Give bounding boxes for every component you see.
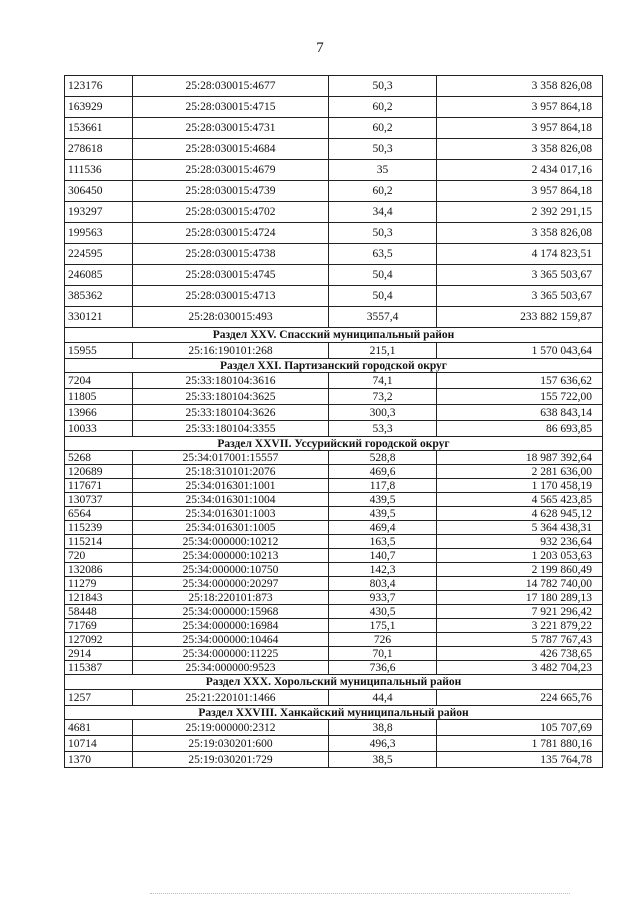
cadastral-value-cell: 3 358 826,08: [437, 139, 603, 160]
area-cell: 34,4: [329, 202, 437, 223]
table-row: [65, 591, 603, 605]
object-id-cell: 330121: [65, 307, 133, 328]
cadastral-value-cell: 135 764,78: [437, 752, 603, 768]
object-id-cell: 385362: [65, 286, 133, 307]
table-row: [65, 619, 603, 633]
object-id-cell: 121843: [65, 591, 133, 605]
cadastral-number-cell: 25:34:000000:10464: [133, 633, 329, 647]
area-cell: 38,8: [329, 720, 437, 736]
area-cell: 142,3: [329, 563, 437, 577]
table-row: [65, 479, 603, 493]
area-cell: 933,7: [329, 591, 437, 605]
area-cell: 38,5: [329, 752, 437, 768]
table-row: [65, 286, 603, 307]
cadastral-number-cell: 25:28:030015:4677: [133, 76, 329, 97]
section-header-row: [65, 437, 603, 451]
cadastral-number-cell: 25:28:030015:4679: [133, 160, 329, 181]
area-cell: 63,5: [329, 244, 437, 265]
cadastral-number-cell: 25:28:030015:4745: [133, 265, 329, 286]
object-id-cell: 193297: [65, 202, 133, 223]
object-id-cell: 7204: [65, 373, 133, 389]
cadastral-value-cell: 3 221 879,22: [437, 619, 603, 633]
table-row: [65, 389, 603, 405]
cadastral-number-cell: 25:28:030015:4731: [133, 118, 329, 139]
area-cell: 803,4: [329, 577, 437, 591]
object-id-cell: 720: [65, 549, 133, 563]
area-cell: 73,2: [329, 389, 437, 405]
object-id-cell: 132086: [65, 563, 133, 577]
cadastral-value-cell: 3 358 826,08: [437, 76, 603, 97]
cadastral-number-cell: 25:34:000000:10212: [133, 535, 329, 549]
section-title: Раздел XXI. Партизанский городской округ: [65, 359, 603, 373]
object-id-cell: 2914: [65, 647, 133, 661]
cadastral-number-cell: 25:28:030015:4702: [133, 202, 329, 223]
cadastral-number-cell: 25:34:016301:1001: [133, 479, 329, 493]
table-row: [65, 223, 603, 244]
object-id-cell: 11279: [65, 577, 133, 591]
cadastral-number-cell: 25:34:016301:1004: [133, 493, 329, 507]
area-cell: 35: [329, 160, 437, 181]
area-cell: 496,3: [329, 736, 437, 752]
cadastral-value-cell: 1 781 880,16: [437, 736, 603, 752]
cadastral-number-cell: 25:33:180104:3626: [133, 405, 329, 421]
cadastral-value-cell: 3 957 864,18: [437, 118, 603, 139]
property-table-body: [65, 76, 603, 768]
table-row: [65, 647, 603, 661]
cadastral-number-cell: 25:34:000000:10750: [133, 563, 329, 577]
cadastral-number-cell: 25:19:030201:600: [133, 736, 329, 752]
section-title: Раздел XXVII. Уссурийский городской округ: [65, 437, 603, 451]
table-row: [65, 493, 603, 507]
object-id-cell: 120689: [65, 465, 133, 479]
object-id-cell: 15955: [65, 343, 133, 359]
object-id-cell: 10033: [65, 421, 133, 437]
area-cell: 44,4: [329, 690, 437, 706]
cadastral-value-cell: 2 392 291,15: [437, 202, 603, 223]
table-row: [65, 563, 603, 577]
cadastral-value-cell: 3 365 503,67: [437, 265, 603, 286]
area-cell: 60,2: [329, 181, 437, 202]
cadastral-number-cell: 25:34:000000:11225: [133, 647, 329, 661]
area-cell: 469,4: [329, 521, 437, 535]
cadastral-value-cell: 7 921 296,42: [437, 605, 603, 619]
object-id-cell: 71769: [65, 619, 133, 633]
area-cell: 439,5: [329, 493, 437, 507]
cadastral-number-cell: 25:34:000000:9523: [133, 661, 329, 675]
cadastral-value-cell: 2 199 860,49: [437, 563, 603, 577]
area-cell: 736,6: [329, 661, 437, 675]
cadastral-value-cell: 157 636,62: [437, 373, 603, 389]
section-header-row: [65, 359, 603, 373]
object-id-cell: 115214: [65, 535, 133, 549]
area-cell: 60,2: [329, 118, 437, 139]
cadastral-number-cell: 25:33:180104:3616: [133, 373, 329, 389]
table-row: [65, 421, 603, 437]
cadastral-value-cell: 5 364 438,31: [437, 521, 603, 535]
table-row: [65, 720, 603, 736]
object-id-cell: 6564: [65, 507, 133, 521]
cadastral-number-cell: 25:34:000000:20297: [133, 577, 329, 591]
object-id-cell: 1370: [65, 752, 133, 768]
cadastral-value-cell: 3 358 826,08: [437, 223, 603, 244]
table-row: [65, 373, 603, 389]
cadastral-number-cell: 25:18:310101:2076: [133, 465, 329, 479]
area-cell: 74,1: [329, 373, 437, 389]
cadastral-value-cell: 86 693,85: [437, 421, 603, 437]
cadastral-number-cell: 25:34:000000:10213: [133, 549, 329, 563]
table-row: [65, 97, 603, 118]
section-title: Раздел XXVIII. Ханкайский муниципальный район: [65, 706, 603, 720]
object-id-cell: 4681: [65, 720, 133, 736]
table-row: [65, 202, 603, 223]
scan-artifact-line: [150, 893, 570, 895]
section-title: Раздел XXX. Хорольский муниципальный район: [65, 675, 603, 690]
table-row: [65, 451, 603, 465]
area-cell: 300,3: [329, 405, 437, 421]
area-cell: 70,1: [329, 647, 437, 661]
cadastral-number-cell: 25:34:016301:1003: [133, 507, 329, 521]
section-header-row: [65, 328, 603, 343]
object-id-cell: 224595: [65, 244, 133, 265]
cadastral-number-cell: 25:34:017001:15557: [133, 451, 329, 465]
cadastral-value-cell: 5 787 767,43: [437, 633, 603, 647]
cadastral-value-cell: 17 180 289,13: [437, 591, 603, 605]
property-table-container: [64, 75, 602, 768]
object-id-cell: 127092: [65, 633, 133, 647]
cadastral-number-cell: 25:34:000000:15968: [133, 605, 329, 619]
area-cell: 50,3: [329, 139, 437, 160]
area-cell: 50,3: [329, 76, 437, 97]
cadastral-value-cell: 4 565 423,85: [437, 493, 603, 507]
object-id-cell: 11805: [65, 389, 133, 405]
cadastral-value-cell: 4 174 823,51: [437, 244, 603, 265]
area-cell: 50,4: [329, 265, 437, 286]
cadastral-number-cell: 25:21:220101:1466: [133, 690, 329, 706]
cadastral-value-cell: 3 482 704,23: [437, 661, 603, 675]
table-row: [65, 265, 603, 286]
cadastral-number-cell: 25:28:030015:4724: [133, 223, 329, 244]
table-row: [65, 661, 603, 675]
table-row: [65, 307, 603, 328]
section-header-row: [65, 675, 603, 690]
table-row: [65, 76, 603, 97]
table-row: [65, 244, 603, 265]
cadastral-number-cell: 25:28:030015:4739: [133, 181, 329, 202]
table-row: [65, 343, 603, 359]
object-id-cell: 115239: [65, 521, 133, 535]
section-header-row: [65, 706, 603, 720]
area-cell: 469,6: [329, 465, 437, 479]
area-cell: 3557,4: [329, 307, 437, 328]
cadastral-value-cell: 1 203 053,63: [437, 549, 603, 563]
area-cell: 175,1: [329, 619, 437, 633]
area-cell: 439,5: [329, 507, 437, 521]
cadastral-number-cell: 25:28:030015:493: [133, 307, 329, 328]
table-row: [65, 139, 603, 160]
object-id-cell: 115387: [65, 661, 133, 675]
object-id-cell: 130737: [65, 493, 133, 507]
cadastral-number-cell: 25:33:180104:3625: [133, 389, 329, 405]
object-id-cell: 1257: [65, 690, 133, 706]
object-id-cell: 5268: [65, 451, 133, 465]
table-row: [65, 605, 603, 619]
table-row: [65, 633, 603, 647]
table-row: [65, 405, 603, 421]
cadastral-number-cell: 25:28:030015:4684: [133, 139, 329, 160]
cadastral-number-cell: 25:28:030015:4715: [133, 97, 329, 118]
cadastral-value-cell: 2 434 017,16: [437, 160, 603, 181]
object-id-cell: 123176: [65, 76, 133, 97]
cadastral-value-cell: 3 957 864,18: [437, 181, 603, 202]
object-id-cell: 13966: [65, 405, 133, 421]
object-id-cell: 58448: [65, 605, 133, 619]
table-row: [65, 736, 603, 752]
table-row: [65, 181, 603, 202]
cadastral-number-cell: 25:28:030015:4738: [133, 244, 329, 265]
area-cell: 430,5: [329, 605, 437, 619]
cadastral-value-cell: 932 236,64: [437, 535, 603, 549]
cadastral-value-cell: 1 570 043,64: [437, 343, 603, 359]
cadastral-value-cell: 155 722,00: [437, 389, 603, 405]
object-id-cell: 117671: [65, 479, 133, 493]
cadastral-value-cell: 638 843,14: [437, 405, 603, 421]
cadastral-number-cell: 25:18:220101:873: [133, 591, 329, 605]
area-cell: 140,7: [329, 549, 437, 563]
object-id-cell: 111536: [65, 160, 133, 181]
cadastral-number-cell: 25:16:190101:268: [133, 343, 329, 359]
object-id-cell: 199563: [65, 223, 133, 244]
area-cell: 53,3: [329, 421, 437, 437]
cadastral-value-cell: 224 665,76: [437, 690, 603, 706]
object-id-cell: 306450: [65, 181, 133, 202]
cadastral-value-cell: 2 281 636,00: [437, 465, 603, 479]
table-row: [65, 507, 603, 521]
cadastral-number-cell: 25:19:000000:2312: [133, 720, 329, 736]
area-cell: 215,1: [329, 343, 437, 359]
cadastral-value-cell: 3 957 864,18: [437, 97, 603, 118]
cadastral-number-cell: 25:33:180104:3355: [133, 421, 329, 437]
area-cell: 50,4: [329, 286, 437, 307]
table-row: [65, 549, 603, 563]
cadastral-value-cell: 1 170 458,19: [437, 479, 603, 493]
cadastral-number-cell: 25:34:000000:16984: [133, 619, 329, 633]
cadastral-number-cell: 25:28:030015:4713: [133, 286, 329, 307]
cadastral-value-cell: 426 738,65: [437, 647, 603, 661]
page-number: 7: [316, 40, 324, 56]
table-row: [65, 752, 603, 768]
cadastral-value-cell: 3 365 503,67: [437, 286, 603, 307]
object-id-cell: 153661: [65, 118, 133, 139]
table-row: [65, 577, 603, 591]
area-cell: 726: [329, 633, 437, 647]
object-id-cell: 278618: [65, 139, 133, 160]
property-table: [64, 75, 603, 768]
table-row: [65, 521, 603, 535]
area-cell: 60,2: [329, 97, 437, 118]
section-title: Раздел XXV. Спасский муниципальный район: [65, 328, 603, 343]
area-cell: 528,8: [329, 451, 437, 465]
table-row: [65, 690, 603, 706]
cadastral-value-cell: 18 987 392,64: [437, 451, 603, 465]
cadastral-value-cell: 233 882 159,87: [437, 307, 603, 328]
object-id-cell: 10714: [65, 736, 133, 752]
table-row: [65, 118, 603, 139]
cadastral-value-cell: 105 707,69: [437, 720, 603, 736]
cadastral-number-cell: 25:19:030201:729: [133, 752, 329, 768]
cadastral-value-cell: 4 628 945,12: [437, 507, 603, 521]
object-id-cell: 246085: [65, 265, 133, 286]
object-id-cell: 163929: [65, 97, 133, 118]
table-row: [65, 465, 603, 479]
cadastral-value-cell: 14 782 740,00: [437, 577, 603, 591]
table-row: [65, 535, 603, 549]
table-row: [65, 160, 603, 181]
area-cell: 117,8: [329, 479, 437, 493]
cadastral-number-cell: 25:34:016301:1005: [133, 521, 329, 535]
area-cell: 163,5: [329, 535, 437, 549]
area-cell: 50,3: [329, 223, 437, 244]
